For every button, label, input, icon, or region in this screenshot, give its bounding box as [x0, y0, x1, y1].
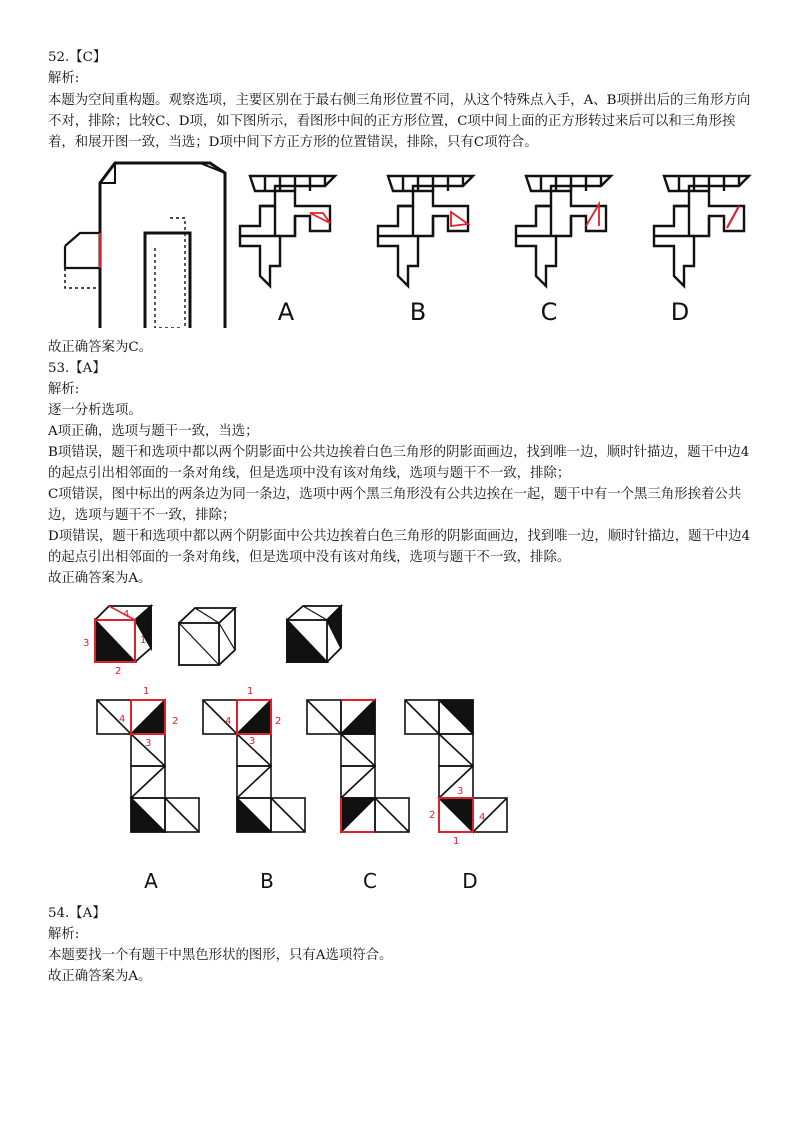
q52-net-b	[378, 176, 473, 286]
q52-solid-cube-figure	[65, 163, 225, 328]
q53-net-b-edge-2: 2	[275, 716, 282, 727]
q54-header: 54.【A】	[48, 906, 106, 921]
q53-net-b-edge-4: 4	[225, 716, 232, 727]
q53-stem-edge-1: 1	[140, 635, 147, 646]
q53-net-b	[203, 686, 305, 832]
q53-option-label-c: C	[363, 869, 377, 893]
q53-analysis-label: 解析:	[48, 382, 80, 397]
q53-net-d-edge-2: 2	[429, 810, 436, 821]
q53-net-a-edge-4: 4	[119, 714, 126, 725]
q52-option-labels	[278, 298, 689, 326]
q54-conclusion: 故正确答案为A。	[48, 969, 152, 984]
q54-analysis-label: 解析:	[48, 927, 80, 942]
q53-option-c-text: C项错误，图中标出的两条边为同一条边，选项中两个黑三角形没有公共边挨在一起，题干中有一个黑三角形挨着公共边，选项与题干不一致，排除；	[48, 487, 742, 523]
q53-net-d-edge-4: 4	[479, 812, 486, 823]
q53-figure	[75, 598, 555, 896]
q52-net-d	[654, 176, 749, 286]
q52-option-label-b: B	[409, 298, 427, 326]
q53-option-labels	[144, 869, 478, 893]
q53-intro: 逐一分析选项。	[48, 403, 142, 418]
q53-net-c	[307, 700, 409, 832]
q53-option-a-text: A项正确，选项与题干一致，当选；	[48, 424, 259, 439]
q53-option-d-text: D项错误，题干和选项中都以两个阴影面中公共边挨着白色三角形的阴影面画边，找到唯一边，顺时针描边，题干中边4的起点引出相邻面的一条对角线，但是选项中没有该对角线，选项与题干不一致，排除。	[48, 529, 751, 565]
q53-net-a	[97, 686, 199, 832]
q53-nets	[97, 686, 507, 847]
q53-net-a-edge-2: 2	[172, 716, 179, 727]
q53-stem-edge-2: 2	[115, 666, 122, 677]
q52-net-a	[240, 176, 335, 286]
q52-figure	[60, 158, 760, 328]
q53-stem-edge-4: 4	[123, 609, 130, 620]
q52-paragraph: 本题为空间重构题。观察选项，主要区别在于最右侧三角形位置不同，从这个特殊点入手，A、B项拼出后的三角形方向不对，排除；比较C、D项，如下图所示，看图形中间的正方形位置，C项中间上面的正方形转过来后可以和三角形挨着，和展开图一致，当选；D项中间下方正方形的位置错误，排除，只有C项符合。	[48, 93, 751, 150]
q52-option-label-a: A	[277, 298, 295, 326]
q53-net-d-edge-1: 1	[453, 836, 460, 847]
q53-net-a-edge-1: 1	[143, 686, 150, 697]
q52-header: 52.【C】	[48, 50, 107, 65]
q53-cube-shaded	[287, 606, 341, 662]
q52-conclusion: 故正确答案为C。	[48, 340, 152, 355]
q53-net-d	[405, 700, 507, 847]
q53-option-label-b: B	[260, 869, 274, 893]
q53-option-label-d: D	[462, 869, 478, 893]
q52-option-label-c: C	[540, 298, 558, 326]
q53-net-d-edge-3: 3	[457, 786, 464, 797]
q53-net-b-edge-1: 1	[247, 686, 254, 697]
q53-option-label-a: A	[144, 869, 158, 893]
q53-header: 53.【A】	[48, 361, 106, 376]
q53-cube-stem	[83, 606, 151, 677]
q54-paragraph: 本题要找一个有题干中黑色形状的图形，只有A选项符合。	[48, 948, 393, 963]
q53-net-b-edge-3: 3	[249, 736, 256, 747]
q52-analysis-label: 解析:	[48, 71, 80, 86]
q53-option-b-text: B项错误，题干和选项中都以两个阴影面中公共边挨着白色三角形的阴影面画边，找到唯一边，顺时针描边，题干中边4的起点引出相邻面的一条对角线，但是选项中没有该对角线，选项与题干不一致，排除；	[48, 445, 750, 481]
q53-cube-plain	[179, 608, 235, 665]
q52-net-c	[516, 176, 611, 286]
q52-option-label-d: D	[670, 298, 690, 326]
q52-options	[240, 176, 749, 286]
q53-stem-edge-3: 3	[83, 638, 90, 649]
q53-net-a-edge-3: 3	[145, 738, 152, 749]
q53-conclusion: 故正确答案为A。	[48, 571, 152, 586]
